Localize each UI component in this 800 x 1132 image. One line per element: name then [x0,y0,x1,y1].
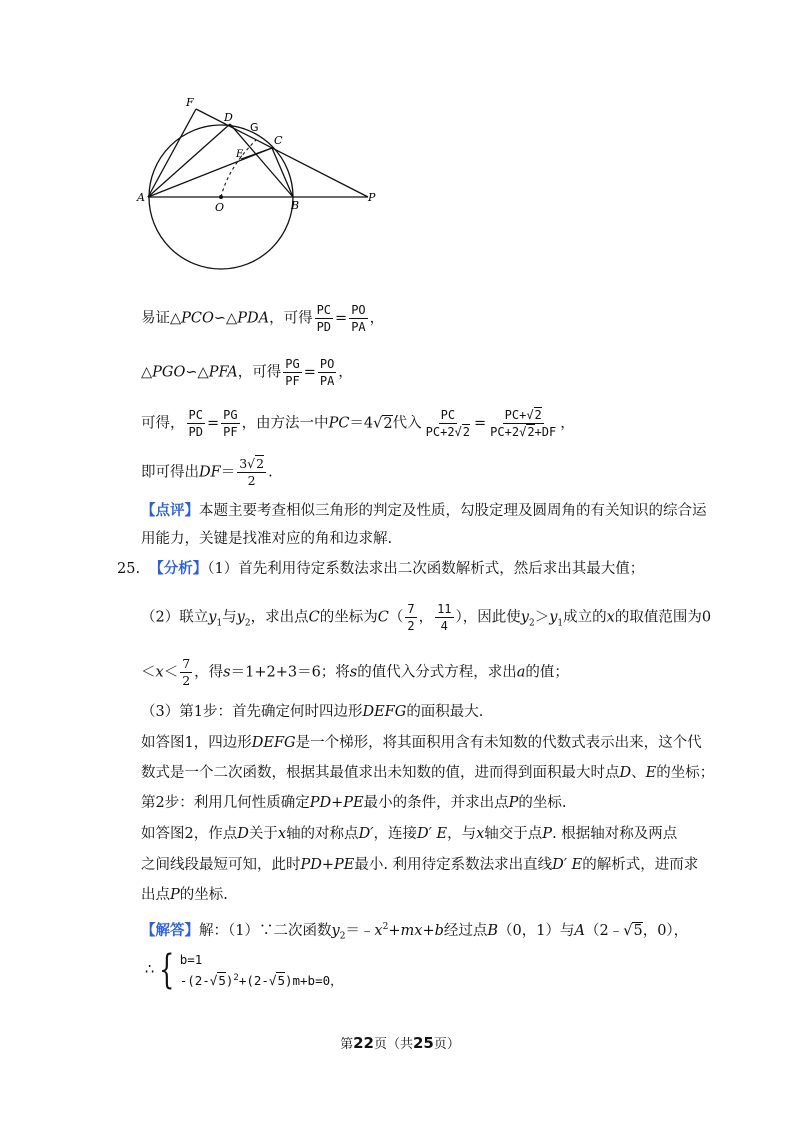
analysis-tag: 【分析】 [149,560,208,577]
variable: y [549,609,558,626]
text: 3 [239,456,248,471]
text: 的坐标. [518,795,567,811]
text: 本题主要考查相似三角形的判定及性质，勾股定理及圆周角的有关知识的综合运 [199,503,707,519]
radicand: 2 [534,408,542,422]
fraction [283,356,301,389]
text: 可得， [141,415,185,432]
text: 的解析式，进而求 [582,857,699,873]
radicand: 5 [277,973,285,989]
denominator: PA [319,374,335,388]
text: 之间线段最短可知，此时 [141,857,301,873]
text: （3）第1步：首先确定何时四边形 [141,704,363,720]
radicand: 5 [633,922,643,939]
question-number: 25. [117,561,141,577]
text: 的面积最大. [406,704,484,720]
text: ，因此使 [462,609,521,626]
variable: DEFG [251,735,296,751]
variable: DF [199,464,221,481]
analysis-line-10 [141,885,228,905]
text: = [474,415,487,432]
variable: a [516,664,526,681]
analysis-line-2 [141,601,711,634]
text: △ [141,364,153,381]
text: 、 [631,765,646,781]
fraction [237,456,266,489]
line-cb [272,148,293,197]
text: 轴交于点 [484,826,543,842]
variable: mx [400,922,423,939]
review-line-2 [141,529,392,549]
text: ，可得 [269,310,313,327]
text: PC+2 [490,425,520,439]
equation-row: b=1 [179,952,203,967]
fraction [405,601,416,634]
text: -(2- [179,973,210,989]
review-line-1 [141,501,707,521]
line-ac [148,148,272,197]
variable: PD+PE [300,857,355,873]
denominator: PA [351,320,366,334]
text: ） [455,609,463,626]
numerator: 11 [437,602,452,616]
label-e: E [236,149,244,160]
label-d: D [224,111,233,124]
variable: y [331,922,340,939]
variable: P [508,795,519,811]
variable: s [223,664,231,681]
text: 最小的条件，并求出点 [363,795,509,811]
variable: y [520,609,529,626]
variable: DEFG [362,704,407,720]
fraction [315,302,333,335]
line-ad [148,124,230,197]
text: 如答图1，四边形 [141,735,252,751]
analysis-line-5 [141,733,702,753]
superscript: 2 [382,922,389,932]
text: 的坐标. [179,887,228,903]
numerator: PC [316,303,332,317]
numerator: 7 [407,602,415,616]
variable: x [277,826,287,842]
label-f: F [186,96,194,109]
variable: A [574,922,585,939]
text: 出点 [141,887,170,903]
text: ，0）， [642,922,689,939]
substitution-line [141,407,575,440]
text: （0，1）与 [498,922,575,939]
denominator: 2 [247,473,256,488]
line-af [148,109,196,197]
label-o: O [215,201,225,214]
text: 关于 [248,826,278,842]
numerator: PC+√2 [504,408,542,422]
page-number: 22 [353,1034,374,1052]
footer-text: 页） [433,1037,460,1052]
text: ∽△ [185,364,209,381]
text: PC+ [504,408,527,422]
text: . 根据轴对称及两点 [552,826,678,842]
text: ＝ [220,464,236,481]
variable: D′ [358,826,374,842]
analysis-line-9 [141,855,698,875]
radicand: 2 [383,415,393,432]
variable: B [487,922,499,939]
variable: b [434,922,444,939]
subscript: 2 [244,618,251,629]
answer-line-1 [141,917,688,947]
text: ) [225,973,234,989]
text: 解：（1）∵二次函数 [199,922,332,939]
text: ＞ [534,609,550,626]
text: ， [560,415,575,432]
text: ， [418,609,434,626]
variable: y [208,609,217,626]
variable: D [619,765,632,781]
variable: E [645,765,657,781]
analysis-line-4 [141,702,483,722]
numerator: PG [223,408,238,422]
text: 即可得出 [141,464,199,481]
footer-text: 页（共 [373,1037,413,1052]
system-rows [180,950,343,990]
numerator: PC [440,408,456,422]
text: 代入 [392,415,422,432]
triangle-name: PDA [237,310,270,327]
analysis-line-1 [117,559,644,579]
text: 与 [222,609,237,626]
text: （2）联立 [141,609,209,626]
fraction [180,656,192,689]
variable: PD+PE [309,795,364,811]
denominator: PD [316,320,332,334]
text: 的值； [525,664,569,681]
variable: x [155,664,164,681]
denominator: PD [188,425,203,439]
sqrt-sign: √ [623,922,633,939]
numerator: PG [285,357,300,371]
radicand: 2 [527,425,535,439]
text: 的坐标为 [319,609,378,626]
variable: P [170,887,180,903]
analysis-line-8 [141,824,677,844]
similar-line-2 [141,356,353,389]
text: 第2步：利用几何性质确定 [141,795,310,811]
analysis-line-7 [141,793,566,813]
text: PC+2 [425,425,455,439]
variable: x [476,826,485,842]
total-pages: 25 [413,1034,434,1052]
radicand: 5 [218,973,226,989]
subscript: 2 [528,618,535,629]
text: + [388,922,401,939]
variable: C [377,609,389,626]
variable: D [237,826,249,842]
numerator: PC [188,408,203,422]
variable: C [308,609,320,626]
denominator: PF [285,374,300,388]
subscript: 1 [557,618,564,629]
denominator: PF [223,425,238,439]
fraction [424,407,472,440]
triangle-name: PCO [181,310,214,327]
radicand: 2 [462,425,471,439]
variable: P [542,826,553,842]
numerator: PO [319,357,335,371]
text: ， [369,310,385,327]
text: . [268,464,273,481]
equation-system [145,947,343,994]
label-p: P [368,191,376,204]
text: ， [330,973,343,989]
label-c: C [274,134,283,147]
text: ，连接 [373,826,417,842]
fraction [435,601,453,634]
denominator: 4 [440,619,448,633]
footer-text: 第 [340,1037,354,1052]
line-ec [241,148,272,159]
fraction [221,407,239,440]
text: 成立的 [563,609,607,626]
review-tag: 【点评】 [141,502,199,519]
text: （ [388,609,404,626]
text: ＜ [163,664,179,681]
variable: D′ E [416,826,448,842]
text: ，与 [447,826,477,842]
denominator: PC+2√2+DF [490,425,557,439]
text: ＝4 [349,415,374,432]
brace-system [154,947,343,994]
text: 如答图2，作点 [141,826,238,842]
variable: y [236,609,245,626]
result-line [141,456,273,489]
fraction [349,302,367,335]
therefore-symbol: ∴ [145,962,155,979]
analysis-line-6 [141,763,714,783]
denominator: PC+2√2 [425,425,471,439]
label-b: B [291,199,300,212]
text: ，求出点 [250,609,309,626]
sqrt-sign: √ [373,415,383,432]
answer-tag: 【解答】 [141,921,199,939]
text: （1）首先利用待定系数法求出二次函数解析式，然后求出其最大值； [207,561,645,577]
text: 的值代入分式方程，求出 [357,664,517,681]
variable: PC [328,415,350,432]
text: ，得 [194,664,224,681]
text: 用能力，关键是找准对应的角和边求解. [141,531,393,547]
text: ∽△ [213,310,238,327]
page-footer [0,1033,800,1052]
numerator: 7 [182,656,191,671]
text: ， [338,364,353,381]
text: 易证△ [141,310,182,327]
similar-line-1 [141,302,384,335]
denominator: 2 [407,619,415,633]
text: 经过点 [443,922,488,939]
text: ，可得 [237,364,282,381]
subscript: 2 [339,931,346,942]
text: ＝﹣ [345,922,375,939]
radicand: 2 [256,456,265,471]
analysis-line-3 [141,656,569,689]
text: 的坐标； [656,765,715,781]
text: ＜ [141,664,156,681]
label-g: G [250,121,259,134]
fraction [187,407,205,440]
text: = [303,364,316,381]
label-a: A [137,191,145,204]
text: 是一个梯形，将其面积用含有未知数的代数式表示出来，这个代 [295,735,702,751]
text: （2﹣ [584,922,624,939]
variable: s [349,664,358,681]
numerator: PO [351,303,366,317]
text: 轴的对称点 [286,826,359,842]
variable: x [606,609,615,626]
subscript: 1 [216,618,223,629]
text: 数式是一个二次函数，根据其最值求出未知数的值，进而得到面积最大时点 [141,765,620,781]
equation-row: $-(2-√5)^2+(2-√5)m+b=0$， [179,973,343,989]
numerator: 3√2 [239,456,265,471]
point-o [219,195,223,199]
text: = [335,310,348,327]
fraction [488,407,558,440]
superscript: 2 [233,973,239,983]
text: = [206,415,220,432]
geometry-figure [130,85,390,275]
text: 的取值范围为0 [614,609,712,626]
variable: x [374,922,383,939]
text: ＝1+2+3＝6；将 [230,664,350,681]
variable: D′ E [552,857,583,873]
fraction [318,356,336,389]
text: +DF [534,425,557,439]
text: ，由方法一中 [241,415,329,432]
left-brace: { [159,947,175,994]
denominator: 2 [182,673,191,688]
text: +(2- [238,973,269,989]
triangle-name: PGO [152,364,186,381]
text: 最小. 利用待定系数法求出直线 [354,857,553,873]
text: )m+b=0 [284,973,331,989]
text: + [422,922,435,939]
triangle-name: PFA [208,364,238,381]
